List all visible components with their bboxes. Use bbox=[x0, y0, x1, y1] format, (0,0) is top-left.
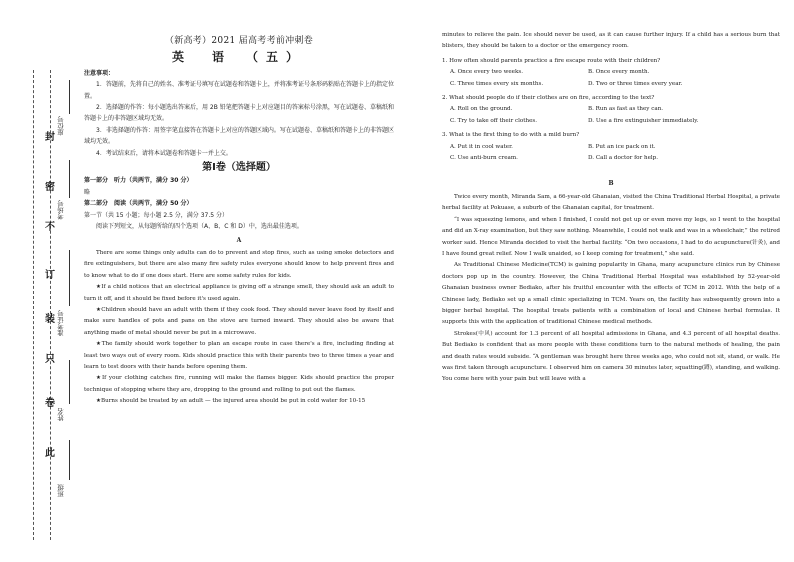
option-d[interactable]: D. Use a fire extinguisher immediately. bbox=[588, 117, 699, 124]
margin-char: 卷 bbox=[45, 398, 55, 409]
question-3 bbox=[442, 130, 780, 164]
instruction: 阅读下列短文，从每题所给的四个选项（A、B、C 和 D）中，选出最佳选项。 bbox=[96, 223, 303, 231]
passage-a-paragraph: ★The family should work together to plan an escape route in case there's a fire, including finding at least two ways out of every room. Kids should practice this with their parents two to three times a year and learn to test doors with their hands before opening them. bbox=[84, 341, 394, 370]
passage-b-paragraph: “I was squeezing lemons, and when I finished, I could not get up or even move my legs, so I went to the hospital and did an X-ray examination, but they saw nothing. Meanwhile, I could not walk and was in a wheelchair,” the retired worker said. Hence Miranda decided to visit the herbal facility. “On two occasions, I had to do acupuncture(针灸), and I have found great relief. Now I walk unaided, so I keep coming for treatment,” she said. bbox=[442, 216, 780, 257]
listening-omitted: 略 bbox=[84, 188, 91, 196]
margin-char: 不 bbox=[45, 222, 55, 233]
option-b[interactable]: B. Put an ice pack on it. bbox=[588, 143, 656, 150]
right-column bbox=[442, 0, 780, 562]
passage-b-paragraph: Strokes(中风) account for 1.3 percent of all hospital admissions in Ghana, and 4.3 percent of all hospital deaths. But Bediako is confident that as more people with these conditions turn to the natural methods of healing, the pain and death rates would subside. “A gentleman was brought here three weeks ago, who could not sit, stand, or walk. He was first taken through acupuncture. I observed him on camera 30 minutes later, squatting(蹲), standing, and walking. You come here with your pain but will leave with a bbox=[442, 330, 780, 383]
margin-char: 此 bbox=[45, 448, 55, 459]
notice-item: 2．选择题的作答：每小题选出答案后，用 2B 铅笔把答题卡上对应题目的答案标号涂黑，写在试题卷、草稿纸和答题卡上的非答题区域均无效。 bbox=[84, 104, 394, 123]
seat-number-line bbox=[69, 80, 70, 114]
binding-margin bbox=[0, 0, 84, 562]
option-c[interactable]: C. Use anti-burn cream. bbox=[450, 155, 518, 162]
section-heading: 第一节（共 15 小题；每小题 2.5 分，满分 37.5 分） bbox=[84, 211, 228, 219]
admission-number-line bbox=[69, 250, 70, 306]
option-b[interactable]: B. Run as fast as they can. bbox=[588, 106, 664, 113]
notice-item: 4．考试结束后，请将本试题卷和答题卡一并上交。 bbox=[96, 149, 232, 157]
option-b[interactable]: B. Once every month. bbox=[588, 69, 650, 76]
margin-char: 封 bbox=[45, 132, 55, 143]
class-line bbox=[69, 440, 70, 480]
option-d[interactable]: D. Two or three times every year. bbox=[588, 80, 683, 87]
option-d[interactable]: D. Call a doctor for help. bbox=[588, 155, 659, 162]
question-stem: 1. How often should parents practice a fire escape route with their children? bbox=[442, 57, 661, 64]
option-c[interactable]: C. Try to take off their clothes. bbox=[450, 117, 538, 124]
part-title: 第Ⅰ卷（选择题） bbox=[202, 162, 276, 174]
passage-a-paragraph: ★Children should have an adult with them if they cook food. They should never leave food by itself and make sure handles of pots and pans on the stove are turned inward. They should also be aware that anything made of metal should never be put in a microwave. bbox=[84, 306, 394, 336]
notice-heading: 注意事项： bbox=[84, 69, 115, 77]
exam-room-label: 考场号 bbox=[57, 200, 65, 220]
notice-item: 3．非选择题的作答：用签字笔直接答在答题卡上对应的答题区域内。写在试题卷、草稿纸和答题卡上的非答题区域均无效。 bbox=[84, 126, 394, 146]
passage-a-paragraph: ★If a child notices that an electrical appliance is giving off a strange smell, they should ask an adult to turn it off, and it should be fixed before it's used again. bbox=[84, 284, 394, 302]
passage-a-letter: A bbox=[236, 236, 242, 244]
margin-char: 密 bbox=[45, 182, 55, 193]
notice-item: 1．答题前，先将自己的姓名、准考证号填写在试题卷和答题卡上，并将准考证号条形码粘贴在答题卡上的指定位置。 bbox=[84, 81, 394, 100]
margin-char: 只 bbox=[45, 354, 55, 365]
option-a[interactable]: A. Roll on the ground. bbox=[450, 106, 513, 113]
class-label: 班级 bbox=[57, 484, 65, 497]
option-c[interactable]: C. Three times every six months. bbox=[450, 80, 544, 87]
exam-title: （新高考）2021 届高考考前冲刺卷 bbox=[164, 36, 314, 46]
name-line bbox=[69, 360, 70, 404]
question-2 bbox=[442, 93, 780, 127]
binding-line bbox=[33, 70, 34, 540]
seat-number-label: 座位号 bbox=[57, 116, 65, 136]
name-label: 姓名 bbox=[57, 408, 65, 421]
passage-b-paragraph: Twice every month, Miranda Sam, a 66-year-old Ghanaian, visited the China Traditional Herbal Hospital, a private herbal facility at Pokuase, a suburb of the Ghanaian capital, for treatment. bbox=[442, 193, 780, 212]
passage-a-continuation: minutes to relieve the pain. Ice should never be used, as it can cause further injury. If a child has a serious burn that blisters, they should be taken to a doctor or the emergency room. bbox=[442, 32, 780, 50]
listening-heading: 第一部分 听力（共两节，满分 30 分） bbox=[84, 177, 193, 185]
admission-number-label: 准考证号 bbox=[57, 310, 65, 336]
question-stem: 3. What is the first thing to do with a mild burn? bbox=[442, 132, 580, 139]
passage-a-paragraph: There are some things only adults can do to prevent and stop fires, such as using smoke detectors and fire extinguishers, but there are also many fire safety rules everyone should know to help prevent fires and to know what to do if one does start. Here are some safety rules for kids. bbox=[84, 249, 394, 279]
question-stem: 2. What should people do if their clothes are on fire, according to the text? bbox=[442, 95, 655, 102]
option-a[interactable]: A. Once every two weeks. bbox=[450, 69, 524, 76]
passage-b-paragraph: As Traditional Chinese Medicine(TCM) is gaining popularity in Ghana, many acupuncture clinics run by Chinese doctors pop up in the country. However, the China Traditional Herbal Hospital was established by 52-year-old Ghanaian business owner Bediako, after his fruitful encounter with the effects of TCM in 2012. With the help of a Chinese lady, Bediako set up a small clinic specializing in TCM. Years on, the facility has subsequently grown into a bigger herbal hospital. The hospital treats patients with a combination of local and Chinese herbal formulas. It supports this with the application of traditional Chinese medical methods. bbox=[442, 262, 780, 326]
margin-char: 装 bbox=[45, 314, 55, 325]
passage-b-letter: B bbox=[608, 180, 614, 188]
margin-char: 订 bbox=[45, 270, 55, 281]
reading-heading: 第二部分 阅读（共两节，满分 50 分） bbox=[84, 200, 193, 208]
passage-a-paragraph: ★If your clothing catches fire, running will make the flames bigger. Kids should practice the proper technique of stopping where they are, dropping to the ground and rolling to put out the flames. bbox=[84, 375, 394, 393]
exam-room-line bbox=[69, 160, 70, 198]
left-column bbox=[84, 0, 394, 562]
option-a[interactable]: A. Put it in cool water. bbox=[450, 143, 513, 150]
question-1 bbox=[442, 56, 780, 90]
passage-a-paragraph: ★Burns should be treated by an adult — the injured area should be put in cold water for 10-15 bbox=[96, 398, 366, 405]
subject-title: 英 语 （五） bbox=[171, 50, 306, 65]
